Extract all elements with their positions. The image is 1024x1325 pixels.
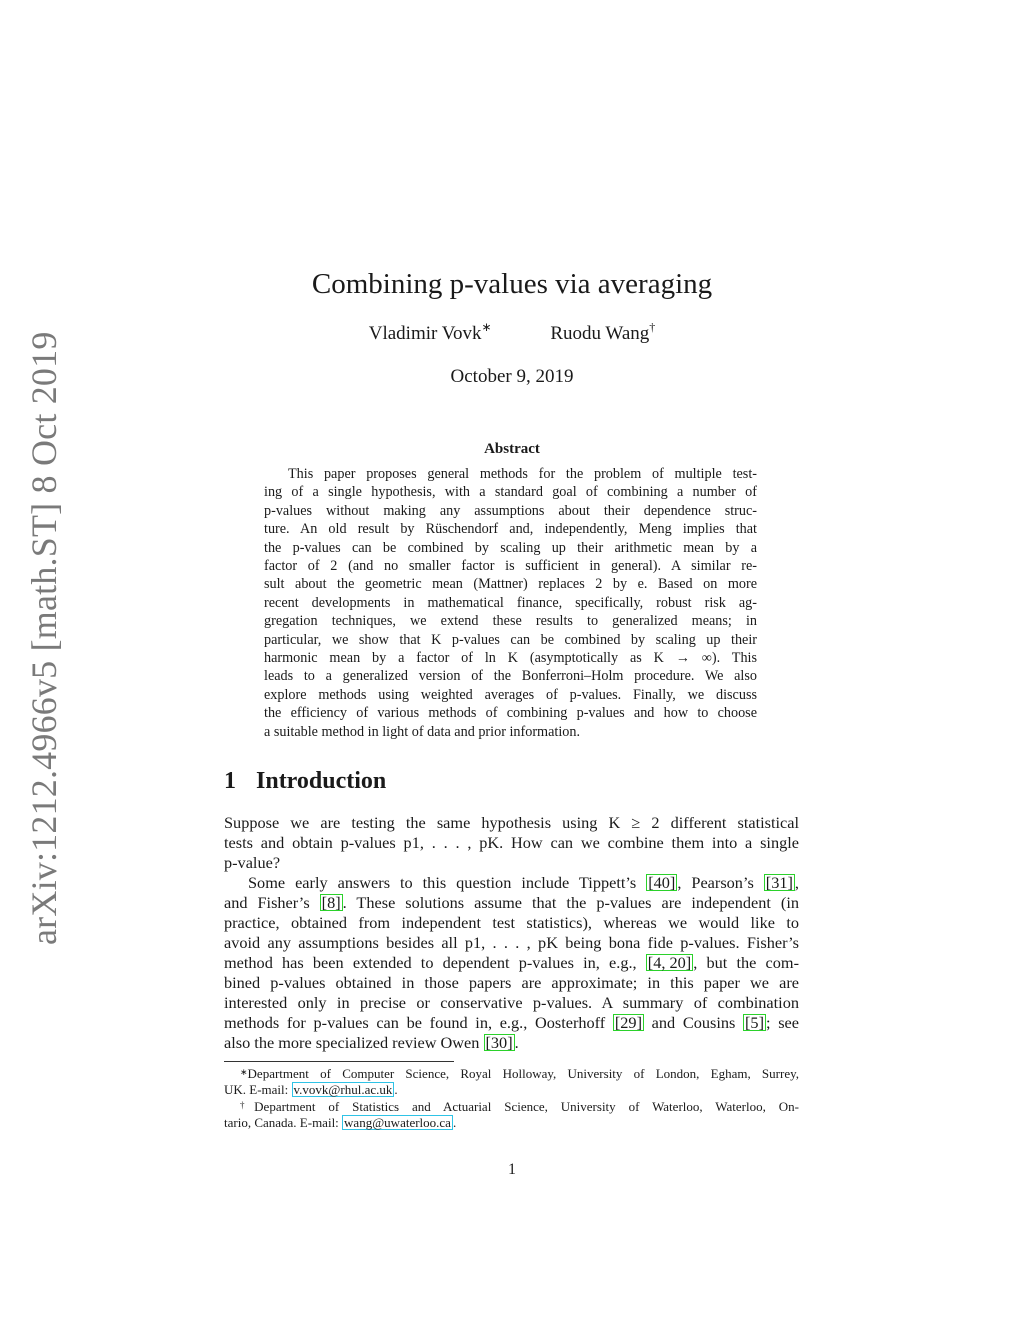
author-footnote-mark[interactable]: ∗ [481, 320, 492, 334]
abstract-line: harmonic mean by a factor of ln K (asymptotically as K → ∞). This [264, 650, 757, 667]
abstract-line: a suitable method in light of data and prior information. [264, 723, 580, 740]
paragraph-line [224, 953, 799, 973]
text-run: , Pearson’s [677, 873, 764, 892]
paragraph-line: avoid any assumptions besides all p1, . . . , pK being bona fide p-values. Fisher’s [224, 933, 799, 952]
page-number: 1 [508, 1161, 516, 1178]
abstract-line: gregation techniques, we extend these results to generalized means; in [264, 613, 757, 630]
author-name: Ruodu Wang [550, 323, 650, 344]
paragraph-line [224, 873, 799, 893]
arxiv-identifier-stamp: arXiv:1212.4966v5 [math.ST] 8 Oct 2019 [24, 331, 64, 945]
text-run: Some early answers to this question include Tippett’s [248, 873, 647, 892]
text-run: . [394, 1082, 398, 1098]
citation-link-8[interactable]: [8] [321, 893, 341, 912]
citation-link-4-20[interactable]: [4, 20] [647, 953, 692, 972]
citation-link-29[interactable]: [29] [614, 1013, 642, 1032]
email-link-wang[interactable]: wang@uwaterloo.ca [344, 1115, 451, 1131]
abstract-line: This paper proposes general methods for the problem of multiple test- [288, 466, 757, 482]
footnote-line [224, 1082, 799, 1098]
citation-link-31[interactable]: [31] [765, 873, 793, 892]
paragraph-line: Suppose we are testing the same hypothesis using K ≥ 2 different statistical [224, 813, 799, 832]
abstract-line: the efficiency of various methods of combining p-values and how to choose [264, 705, 757, 722]
author-name: Vladimir Vovk [368, 323, 482, 344]
introduction-paragraph-2 [224, 873, 799, 1053]
abstract-line: leads to a generalized version of the Bonferroni–Holm procedure. We also [264, 668, 757, 685]
abstract-line: ing of a single hypothesis, with a standard goal of combining a number of [264, 484, 757, 501]
paragraph-line [224, 1033, 799, 1053]
section-heading-introduction [224, 768, 386, 795]
footnote-line [224, 1099, 799, 1115]
introduction-paragraph-1 [224, 813, 799, 873]
footnotes [224, 1066, 799, 1132]
text-run: and Cousins [644, 1013, 744, 1032]
abstract-line: particular, we show that K p-values can be combined by scaling up their [264, 631, 757, 648]
section-title: Introduction [256, 768, 387, 794]
text-run: tario, Canada. E-mail: [224, 1115, 343, 1131]
abstract-line: the p-values can be combined by scaling up their arithmetic mean by a [264, 539, 757, 556]
abstract-heading: Abstract [484, 441, 540, 457]
text-run: also the more specialized review Owen [224, 1033, 484, 1052]
abstract-body [264, 465, 757, 741]
text-run: . These solutions assume that the p-values are independent (in [342, 893, 799, 912]
paragraph-line [224, 1013, 799, 1033]
paragraph-line: interested only in precise or conservative p-values. A summary of combination [224, 993, 799, 1012]
text-run: methods for p-values can be found in, e.g., Oosterhoff [224, 1013, 613, 1032]
author-list [0, 320, 1024, 345]
section-number: 1 [224, 768, 236, 794]
author-footnote-mark[interactable]: † [649, 320, 656, 334]
abstract-line: ture. An old result by Rüschendorf and, independently, Meng implies that [264, 521, 757, 538]
text-run: UK. E-mail: [224, 1082, 292, 1098]
text-run: . [452, 1115, 457, 1131]
text-run: Department of Statistics and Actuarial Science, University of Waterloo, Waterloo, On- [254, 1098, 799, 1114]
footnote-mark: ∗ [240, 1067, 248, 1077]
paragraph-line: p-value? [224, 853, 281, 872]
footnote-divider [224, 1061, 454, 1062]
text-run: ; see [766, 1013, 799, 1032]
footnote-mark: † [240, 1099, 255, 1110]
paragraph-line: practice, obtained from independent test statistics), whereas we would like to [224, 913, 799, 932]
author-vovk [368, 320, 492, 345]
text-run: , [794, 873, 799, 892]
email-link-vovk[interactable]: v.vovk@rhul.ac.uk [293, 1082, 393, 1098]
abstract-line: p-values without making any assumptions about their dependence struc- [264, 502, 757, 519]
paragraph-line [224, 893, 799, 913]
abstract-line: sult about the geometric mean (Mattner) replaces 2 by e. Based on more [264, 576, 757, 593]
paragraph-line: tests and obtain p-values p1, . . . , pK. How can we combine them into a single [224, 833, 799, 852]
text-run: . [514, 1033, 519, 1052]
paragraph-line: bined p-values obtained in those papers are approximate; in this paper we are [224, 973, 799, 992]
text-run: method has been extended to dependent p-values in, e.g., [224, 953, 646, 972]
footnote-line [224, 1115, 799, 1131]
footnote-line [224, 1066, 799, 1082]
abstract-line: explore methods using weighted averages of p-values. Finally, we discuss [264, 686, 757, 703]
author-wang [550, 320, 656, 345]
abstract-line: factor of 2 (and no smaller factor is sufficient in general). A similar re- [264, 558, 757, 575]
paper-title: Combining p-values via averaging [311, 268, 713, 300]
citation-link-5[interactable]: [5] [745, 1013, 764, 1032]
text-run: , but the com- [693, 953, 799, 972]
text-run: and Fisher’s [224, 893, 320, 912]
text-run: Department of Computer Science, Royal Holloway, University of London, Egham, Surrey, [247, 1066, 799, 1081]
citation-link-30[interactable]: [30] [485, 1033, 513, 1052]
abstract-line: recent developments in mathematical finance, specifically, robust risk ag- [264, 594, 757, 611]
paper-date: October 9, 2019 [450, 366, 574, 387]
citation-link-40[interactable]: [40] [648, 873, 676, 892]
